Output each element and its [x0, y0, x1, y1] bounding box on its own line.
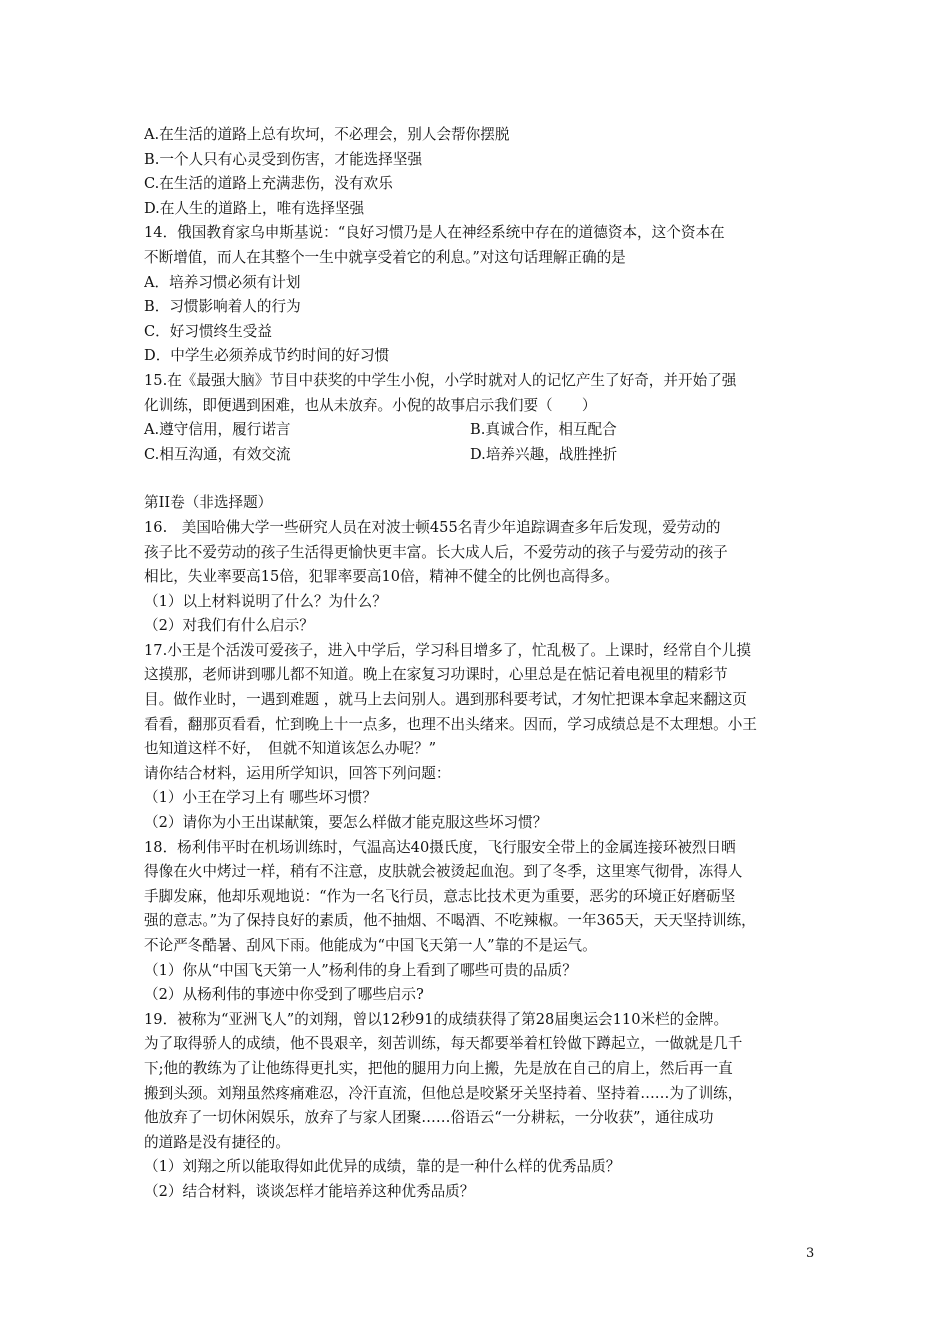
q19-stem-line: 19．被称为“亚洲飞人”的刘翔，曾以12秒91的成绩获得了第28届奥运会110米栏的金牌。 — [144, 1010, 729, 1028]
q15-stem-line: 15.在《最强大脑》节目中获奖的中学生小倪，小学时就对人的记忆产生了好奇，并开始了强 — [144, 371, 737, 389]
q13-options — [144, 123, 814, 221]
q14-option-a: A．培养习惯必须有计划 — [144, 273, 301, 291]
q17-stem-line: 看看，翻那页看看，忙到晚上十一点多，也理不出头绪来。因而，学习成绩总是不太理想。小王 — [144, 715, 757, 733]
exam-page — [144, 123, 814, 1205]
question-19 — [144, 1008, 814, 1205]
q13-option-d: D.在人生的道路上，唯有选择坚强 — [144, 199, 365, 217]
q15-option-d: D.培养兴趣，战胜挫折 — [470, 445, 618, 463]
q19-sub-question: （2）结合材料，谈谈怎样才能培养这种优秀品质？ — [144, 1182, 475, 1200]
q16-sub-question: （2）对我们有什么启示？ — [144, 617, 314, 635]
q19-stem-line: 下;他的教练为了让他练得更扎实，把他的腿用力向上搬，先是放在自己的肩上，然后再一直 — [144, 1059, 733, 1077]
q17-stem-line: 目。做作业时，一遇到难题 ，就马上去问别人。遇到那科要考试，才匆忙把课本拿起来翻这页 — [144, 691, 747, 709]
q16-stem-line: 孩子比不爱劳动的孩子生活得更愉快更丰富。长大成人后，不爱劳动的孩子与爱劳动的孩子 — [144, 543, 728, 561]
question-14 — [144, 221, 814, 369]
question-17 — [144, 639, 814, 836]
q19-stem-line: 为了取得骄人的成绩，他不畏艰辛，刻苦训练，每天都要举着杠铃做下蹲起立，一做就是几千 — [144, 1035, 743, 1053]
section-title: 第II卷（非选择题） — [144, 494, 273, 512]
q17-stem-line: 这摸那，老师讲到哪儿都不知道。晚上在家复习功课时，心里总是在惦记着电视里的精彩节 — [144, 666, 728, 684]
q15-option-a: A.遵守信用，履行诺言 — [144, 421, 291, 439]
q15-options-row — [144, 443, 814, 468]
q18-sub-question: （1）你从“中国飞天第一人”杨利伟的身上看到了哪些可贵的品质？ — [144, 961, 577, 979]
q18-stem-line: 不论严冬酷暑、刮风下雨。他能成为“中国飞天第一人”靠的不是运气。 — [144, 937, 597, 954]
q16-stem-line: 16. 美国哈佛大学一些研究人员在对波士顿455名青少年追踪调查多年后发现，爱劳动的 — [144, 518, 721, 536]
q18-sub-question: （2）从杨利伟的事迹中你受到了哪些启示? — [144, 986, 424, 1004]
q17-stem-line: 请你结合材料，运用所学知识，回答下列问题： — [144, 764, 451, 782]
question-15 — [144, 369, 814, 467]
q17-stem-line: 也知道这样不好， 但就不知道该怎么办呢？” — [144, 740, 437, 758]
q17-stem-line: 17.小王是个活泼可爱孩子，进入中学后，学习科目增多了，忙乱极了。上课时，经常自个儿摸 — [144, 641, 751, 659]
q19-sub-question: （1）刘翔之所以能取得如此优异的成绩，靠的是一种什么样的优秀品质？ — [144, 1158, 621, 1176]
q15-option-b: B.真诚合作，相互配合 — [470, 421, 617, 439]
q18-stem-line: 得像在火中烤过一样，稍有不注意，皮肤就会被烫起血泡。到了冬季，这里寒气彻骨，冻得人 — [144, 863, 743, 881]
q14-option-b: B．习惯影响着人的行为 — [144, 298, 301, 316]
q13-option-a: A.在生活的道路上总有坎坷，不必理会，别人会帮你摆脱 — [144, 126, 510, 143]
q15-option-c: C.相互沟通，有效交流 — [144, 445, 291, 463]
q14-stem-line: 14．俄国教育家乌申斯基说：“良好习惯乃是人在神经系统中存在的道德资本，这个资本在 — [144, 224, 725, 242]
q14-option-c: C．好习惯终生受益 — [144, 322, 272, 340]
q18-stem-line: 手脚发麻，他却乐观地说：“作为一名飞行员，意志比技术更为重要，恶劣的环境正好磨砺坚 — [144, 887, 736, 905]
q15-stem-line: 化训练，即便遇到困难，也从未放弃。小倪的故事启示我们要（ ） — [144, 396, 597, 414]
q13-option-c: C.在生活的道路上充满悲伤，没有欢乐 — [144, 175, 393, 193]
page-number: 3 — [806, 1246, 815, 1261]
q19-stem-line: 的道路是没有捷径的。 — [144, 1133, 290, 1151]
q17-sub-question: （1）小王在学习上有 哪些坏习惯？ — [144, 789, 377, 807]
q19-stem-line: 搬到头颈。刘翔虽然疼痛难忍，冷汗直流，但他总是咬紧牙关坚持着、坚持着……为了训练， — [144, 1084, 743, 1102]
q19-stem-line: 他放弃了一切休闲娱乐，放弃了与家人团聚……俗语云“一分耕耘，一分收获”，通往成功 — [144, 1109, 714, 1127]
spacer — [144, 467, 814, 491]
q13-option-b: B.一个人只有心灵受到伤害，才能选择坚强 — [144, 150, 423, 168]
q14-stem-line: 不断增值，而人在其整个一生中就享受着它的利息。”对这句话理解正确的是 — [144, 248, 626, 266]
q17-sub-question: （2）请你为小王出谋献策，要怎么样做才能克服这些坏习惯？ — [144, 814, 548, 832]
q18-stem-line: 强的意志。”为了保持良好的素质，他不抽烟、不喝酒、不吃辣椒。一年365天，天天坚持训练， — [144, 912, 756, 930]
q16-sub-question: （1）以上材料说明了什么？为什么？ — [144, 592, 387, 610]
question-18 — [144, 836, 814, 1008]
q18-stem-line: 18．杨利伟平时在机场训练时，气温高达40摄氏度，飞行服安全带上的金属连接环被烈日晒 — [144, 838, 736, 856]
question-16 — [144, 516, 814, 639]
q16-stem-line: 相比，失业率要高15倍，犯罪率要高10倍，精神不健全的比例也高得多。 — [144, 568, 619, 586]
q14-option-d: D．中学生必须养成节约时间的好习惯 — [144, 347, 390, 365]
q15-options-row — [144, 418, 814, 443]
